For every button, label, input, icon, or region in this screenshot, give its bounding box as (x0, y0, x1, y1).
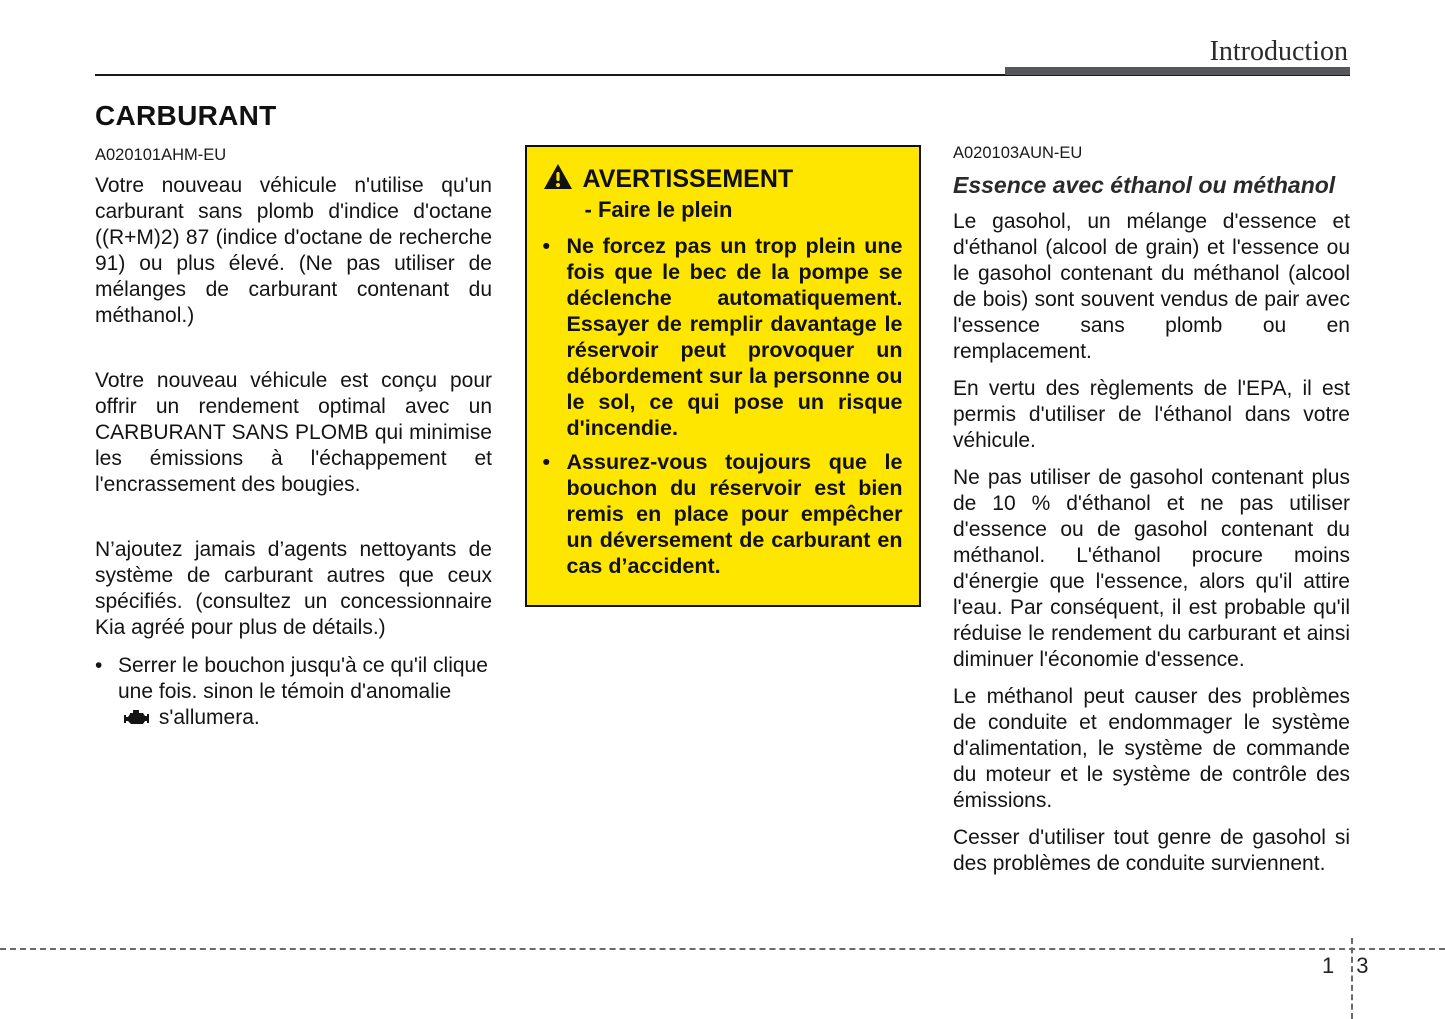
engine-warning-icon (122, 707, 149, 733)
warning-item-2 (543, 449, 903, 579)
left-column (95, 100, 492, 888)
section-title-carburant: CARBURANT (95, 100, 277, 131)
warning-item-1 (543, 233, 903, 441)
subsection-title-ethanol: Essence avec éthanol ou méthanol (953, 172, 1336, 198)
left-bullet-text-after: s'allumera. (158, 706, 260, 729)
warning-box (525, 145, 921, 607)
middle-column (525, 100, 921, 888)
footer-dashed-rule (0, 948, 1445, 950)
left-bullet-text-before: Serrer le bouchon jusqu'à ce qu'il clique une fois. sinon le témoin d'anomalie (118, 654, 488, 703)
content-columns (95, 100, 1350, 888)
left-bullet-text (118, 653, 492, 733)
right-paragraph-5: Cesser d'utiliser tout genre de gasohol si des problèmes de conduite surviennent. (953, 826, 1350, 875)
bullet-marker: • (95, 654, 103, 677)
page-header-title: Introduction (1209, 36, 1348, 67)
warning-triangle-icon (543, 163, 573, 195)
bullet-marker: • (542, 450, 551, 474)
left-paragraph-2: Votre nouveau véhicule est conçu pour offrir un rendement optimal avec un CARBURANT SANS PLOMB qui minimise les émissions à l'échappement et l'encrassement des bougies. (95, 369, 492, 496)
warning-subtitle: - Faire le plein (584, 197, 733, 222)
warning-title: AVERTISSEMENT (582, 164, 794, 193)
warning-item-text: Ne forcez pas un trop plein une fois que le bec de la pompe se déclenche automatiquement. Essayer de remplir davantage le réservoir peut provoquer un débordement sur la personne ou le sol, ce qui pose un risque d'incendie. (566, 234, 903, 440)
header-rule-thick-bar (1005, 67, 1350, 75)
right-column (953, 100, 1350, 888)
bullet-marker: • (542, 234, 551, 258)
left-paragraph-1: Votre nouveau véhicule n'utilise qu'un carburant sans plomb d'indice d'octane ((R+M)2) 87 (indice d'octane de recherche 91) ou plus élevé. (Ne pas utiliser de mélanges de carburant contenant du méthanol.) (95, 174, 492, 327)
reference-code-left: A020101AHM-EU (95, 146, 227, 164)
left-bullet-item (95, 653, 492, 733)
warning-header (543, 163, 903, 195)
right-paragraph-1: Le gasohol, un mélange d'essence et d'éthanol (alcool de grain) et l'essence ou le gasohol contenant du méthanol (alcool de bois) sont souvent vendus de pair avec l'essence sans plomb ou en remplacement. (953, 210, 1350, 363)
warning-item-text: Assurez-vous toujours que le bouchon du réservoir est bien remis en place pour empêcher un déversement de carburant en cas d’accident. (566, 450, 903, 578)
header-rule (95, 66, 1350, 76)
page-number-chapter: 1 (1322, 953, 1335, 978)
reference-code-right: A020103AUN-EU (953, 144, 1083, 162)
page-number (1322, 953, 1369, 979)
page-number-page: 3 (1356, 953, 1369, 978)
right-paragraph-4: Le méthanol peut causer des problèmes de conduite et endommager le système d'alimentation, le système de commande du moteur et le système de contrôle des émissions. (953, 685, 1350, 812)
right-paragraph-3: Ne pas utiliser de gasohol contenant plus de 10 % d'éthanol et ne pas utiliser d'essence ou de gasohol contenant du méthanol. L'éthanol procure moins d'énergie que l'essence, alors qu'il attire l'eau. Par conséquent, il est probable qu'il réduise le rendement du carburant et ainsi diminuer l'économie d'essence. (953, 466, 1350, 671)
left-paragraph-3: N’ajoutez jamais d’agents nettoyants de système de carburant autres que ceux spécifiés. (consultez un concessionnaire Kia agréé pour plus de détails.) (95, 538, 492, 639)
right-paragraph-2: En vertu des règlements de l'EPA, il est permis d'utiliser de l'éthanol dans votre véhicule. (953, 377, 1350, 452)
